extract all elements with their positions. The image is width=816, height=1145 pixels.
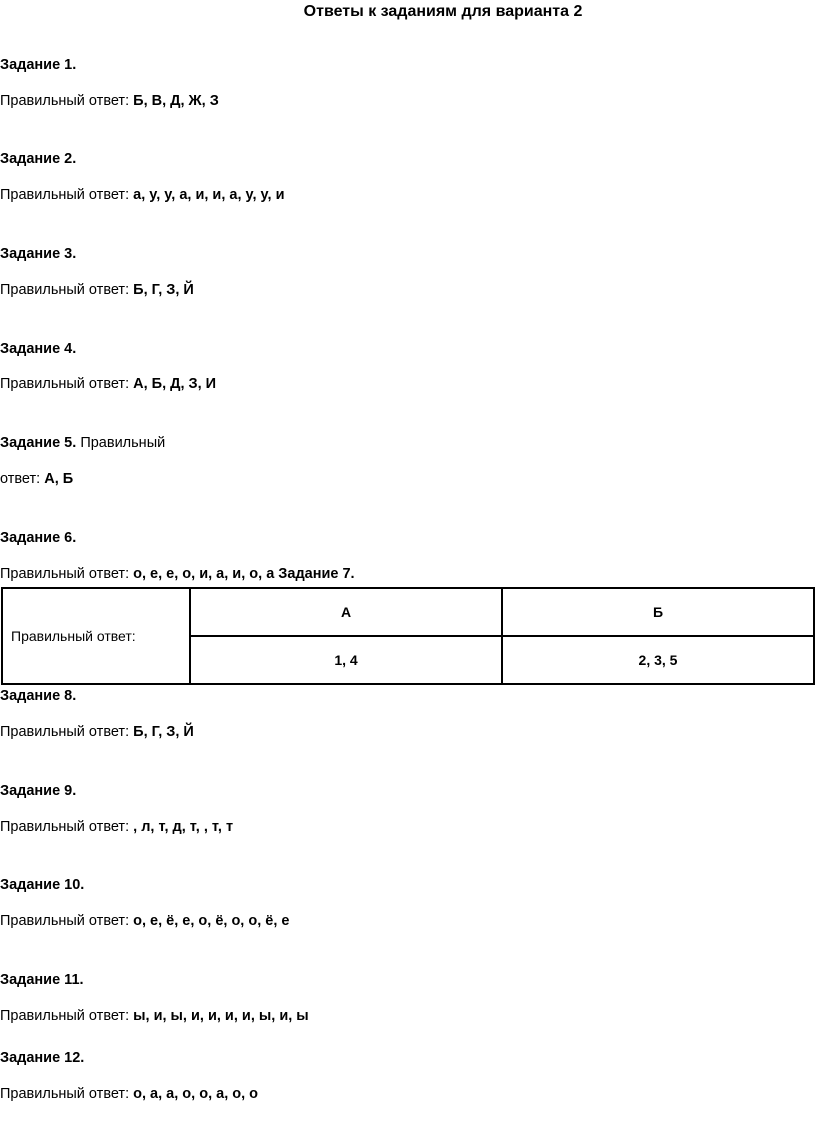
answer-prefix: Правильный ответ: (0, 376, 130, 392)
table-header-a: А (190, 588, 502, 636)
task-10-answer: о, е, ё, е, о, ё, о, о, ё, е (133, 913, 290, 929)
page-title: Ответы к заданиям для варианта 2 (303, 3, 583, 20)
answer-prefix: Правильный ответ: (0, 93, 130, 109)
task-12-heading: Задание 12. (0, 1050, 85, 1066)
task-4-heading: Задание 4. (0, 341, 77, 357)
task-4-answer-line (0, 376, 216, 392)
task-12-answer-line (0, 1086, 258, 1102)
answer-prefix: Правильный ответ: (0, 724, 130, 740)
answer-prefix: Правильный ответ: (0, 1086, 130, 1102)
task-8-heading: Задание 8. (0, 688, 77, 704)
task-11-answer-line (0, 1008, 309, 1024)
task-5-prefix-part1: Правильный (80, 435, 166, 451)
task-1-answer: Б, В, Д, Ж, З (133, 93, 219, 109)
task-5-answer-line (0, 471, 73, 487)
table-header-b: Б (502, 588, 814, 636)
table-value-a: 1, 4 (190, 636, 502, 684)
task-2-heading: Задание 2. (0, 151, 77, 167)
task-4-answer: А, Б, Д, З, И (133, 376, 217, 392)
table-row-label: Правильный ответ: (2, 588, 190, 684)
task-6-heading: Задание 6. (0, 530, 77, 546)
task-9-answer: , л, т, д, т, , т, т (133, 819, 234, 835)
task-3-answer-line (0, 282, 194, 298)
answer-prefix: Правильный ответ: (0, 819, 130, 835)
task-6-answer: о, е, е, о, и, а, и, о, а (133, 566, 275, 582)
task-9-heading: Задание 9. (0, 783, 77, 799)
task-8-answer-line (0, 724, 194, 740)
task-6-answer-line (0, 566, 355, 582)
table-value-b: 2, 3, 5 (502, 636, 814, 684)
answer-prefix: Правильный ответ: (0, 1008, 130, 1024)
answer-prefix: Правильный ответ: (0, 913, 130, 929)
task-5-heading-line (0, 435, 165, 451)
task-3-answer: Б, Г, З, Й (133, 282, 194, 298)
task-5-heading: Задание 5. (0, 435, 77, 451)
task-2-answer: а, у, у, а, и, и, а, у, у, и (133, 187, 285, 203)
task-5-answer: А, Б (44, 471, 74, 487)
task-8-answer: Б, Г, З, Й (133, 724, 194, 740)
task-11-answer: ы, и, ы, и, и, и, и, ы, и, ы (133, 1008, 309, 1024)
task-1-answer-line (0, 93, 219, 109)
task-9-answer-line (0, 819, 233, 835)
task-7-table (1, 587, 815, 685)
task-1-heading: Задание 1. (0, 57, 77, 73)
task-5-prefix-part2: ответ: (0, 471, 41, 487)
answer-prefix: Правильный ответ: (0, 566, 130, 582)
task-10-heading: Задание 10. (0, 877, 85, 893)
task-11-heading: Задание 11. (0, 972, 84, 988)
task-3-heading: Задание 3. (0, 246, 77, 262)
task-2-answer-line (0, 187, 284, 203)
task-7-heading: Задание 7. (278, 566, 355, 582)
task-10-answer-line (0, 913, 289, 929)
task-12-answer: о, а, а, о, о, а, о, о (133, 1086, 259, 1102)
answer-prefix: Правильный ответ: (0, 282, 130, 298)
answer-prefix: Правильный ответ: (0, 187, 130, 203)
